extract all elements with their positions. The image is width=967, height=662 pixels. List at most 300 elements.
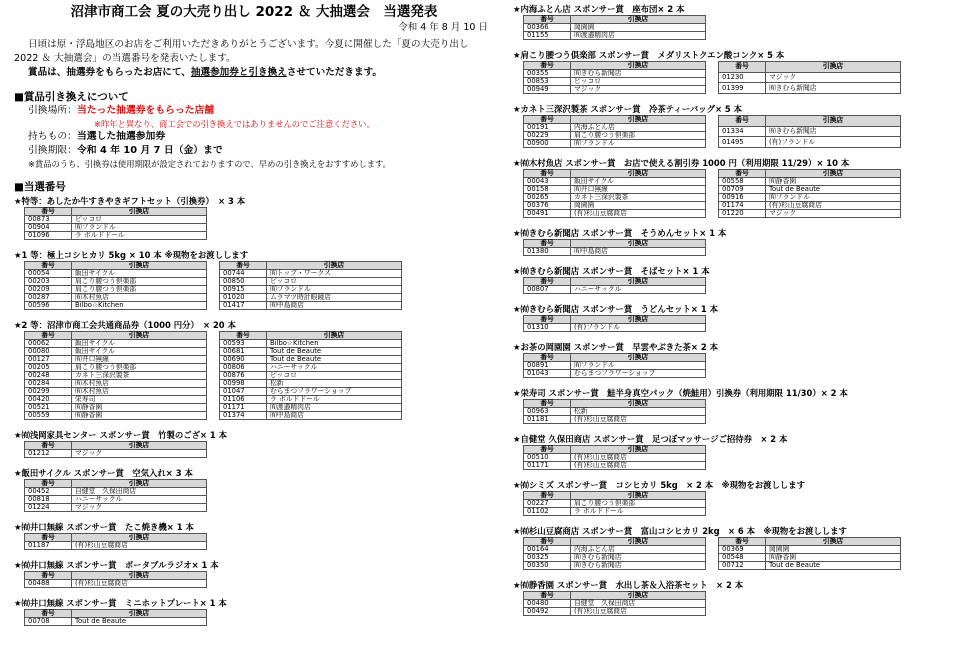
winning-number: 01399	[719, 83, 766, 94]
winning-number: 00876	[220, 372, 267, 380]
table-row	[25, 412, 207, 420]
header-number: 番号	[719, 538, 766, 546]
header-number: 番号	[220, 332, 267, 340]
winner-tables	[513, 15, 958, 40]
winner-tables	[14, 571, 494, 588]
winning-number: 01174	[719, 202, 766, 210]
prize-section	[513, 50, 958, 94]
table-header-row	[524, 16, 706, 24]
winning-number: 00227	[524, 500, 571, 508]
prize-section	[14, 560, 494, 588]
winning-number: 00900	[524, 140, 571, 148]
winning-number: 00366	[524, 24, 571, 32]
exchange-shop: ㈲中島商店	[267, 412, 402, 420]
winning-number: 00681	[220, 348, 267, 356]
table-row	[719, 137, 901, 148]
exchange-shop: ㈲渡邉精肉店	[267, 404, 402, 412]
exchange-shop: マジック	[72, 450, 207, 458]
exchange-shop: 肩こり腰つう倶楽部	[72, 364, 207, 372]
left-column	[14, 0, 494, 626]
header-number: 番号	[25, 208, 72, 216]
header-number: 番号	[524, 400, 571, 408]
table-header-row	[524, 400, 706, 408]
exchange-shop: ㈲中島商店	[571, 248, 706, 256]
winning-number: 00709	[719, 186, 766, 194]
winner-tables	[14, 441, 494, 458]
exchange-shop: ㈲フランドル	[571, 362, 706, 370]
winning-number: 00420	[25, 396, 72, 404]
winning-number: 00891	[524, 362, 571, 370]
place-note: ※昨年と異なり、商工会での引き換えではありませんのでご注意ください。	[94, 119, 375, 129]
header-shop: 引換店	[571, 240, 706, 248]
header-shop: 引換店	[766, 538, 901, 546]
place-label: 引換場所：	[28, 105, 77, 116]
prize-section	[14, 522, 494, 550]
winning-number: 00596	[25, 302, 72, 310]
table-header-row	[524, 170, 706, 178]
exchange-shop: ㈲静香園	[72, 404, 207, 412]
winning-number: 01310	[524, 324, 571, 332]
table-row	[524, 78, 706, 86]
winning-number: 00287	[25, 294, 72, 302]
exchange-shop: カネト三深沢製茶	[72, 372, 207, 380]
winner-tables	[14, 479, 494, 512]
header-shop: 引換店	[72, 332, 207, 340]
exchange-shop: ㈲渡邉精肉店	[571, 32, 706, 40]
exchange-shop: 内海ふとん店	[571, 124, 706, 132]
exchange-period	[28, 144, 494, 158]
winner-table	[24, 609, 207, 626]
header-shop: 引換店	[766, 116, 901, 127]
winning-number: 00350	[524, 562, 571, 570]
exchange-place	[28, 104, 494, 118]
header-number: 番号	[524, 116, 571, 124]
exchange-shop: Bilbo☆Kitchen	[267, 340, 402, 348]
winning-number: 01187	[25, 542, 72, 550]
winner-table	[523, 15, 706, 40]
prize-section	[14, 598, 494, 626]
winning-number: 00548	[719, 554, 766, 562]
exchange-shop: 肩こり腰つう倶楽部	[72, 286, 207, 294]
exchange-shop: (有)杉山豆腐商店	[72, 580, 207, 588]
winner-tables	[513, 169, 958, 218]
prize-title: ★カネト三深沢製茶 スポンサー賞 冷茶ティーバッグ× 5 本	[513, 104, 743, 114]
exchange-shop: ラ ボルドドール	[571, 508, 706, 516]
winning-number: 01171	[524, 462, 571, 470]
header-number: 番号	[25, 480, 72, 488]
exchange-shop: ハニーサックル	[267, 364, 402, 372]
table-row	[25, 496, 207, 504]
table-header-row	[524, 240, 706, 248]
header-number: 番号	[524, 316, 571, 324]
period-value: 令和 4 年 10 月 7 日（金）まで	[76, 145, 223, 156]
exchange-shop: Tout de Beaute	[267, 348, 402, 356]
table-row	[719, 210, 901, 218]
winning-number: 00744	[220, 270, 267, 278]
exchange-shop: カネト三深沢製茶	[571, 194, 706, 202]
prize-title: ★㈲井口無線 スポンサー賞 たこ焼き機× 1 本	[14, 522, 194, 532]
prize-section	[513, 580, 958, 616]
winning-number: 00369	[719, 546, 766, 554]
exchange-shop: マジック	[766, 72, 901, 83]
winner-table	[523, 61, 706, 94]
table-row	[524, 178, 706, 186]
table-row	[524, 86, 706, 94]
winner-table	[523, 491, 706, 516]
exchange-shop: Tout de Beaute	[267, 356, 402, 364]
header-shop: 引換店	[267, 332, 402, 340]
table-header-row	[719, 116, 901, 127]
table-row	[524, 140, 706, 148]
table-row	[719, 202, 901, 210]
header-number: 番号	[524, 240, 571, 248]
exchange-shop: ㈲きむら新聞店	[766, 83, 901, 94]
prize-section	[513, 526, 958, 570]
table-header-row	[719, 62, 901, 73]
intro-prize-c: させていただきます。	[286, 67, 383, 78]
winner-table	[523, 537, 706, 570]
period-label: 引換期限：	[28, 145, 77, 156]
winning-number: 00708	[25, 618, 72, 626]
intro-prize-note	[14, 66, 494, 80]
winner-tables	[513, 277, 958, 294]
exchange-shop: (有)杉山豆腐商店	[72, 542, 207, 550]
exchange-shop: ㈲きむら新聞店	[571, 70, 706, 78]
prize-title: ★㈲井口無線 スポンサー賞 ミニホットプレート× 1 本	[14, 598, 227, 608]
winning-number: 01230	[719, 72, 766, 83]
winning-number: 00080	[25, 348, 72, 356]
winning-number: 00325	[524, 554, 571, 562]
winning-number: 01495	[719, 137, 766, 148]
winning-number: 00299	[25, 388, 72, 396]
exchange-shop: ㈲静香園	[766, 554, 901, 562]
winning-number: 01020	[220, 294, 267, 302]
header-shop: 引換店	[571, 16, 706, 24]
exchange-shop: マジック	[571, 86, 706, 94]
exchange-shop: 肩こり腰つう倶楽部	[571, 132, 706, 140]
winning-number: 00452	[25, 488, 72, 496]
winning-number: 01047	[220, 388, 267, 396]
header-number: 番号	[220, 262, 267, 270]
winning-number: 00491	[524, 210, 571, 218]
table-row	[524, 32, 706, 40]
prize-section	[14, 320, 494, 420]
winner-table	[523, 277, 706, 294]
header-shop: 引換店	[571, 538, 706, 546]
prize-title: ★㈲木村魚店 スポンサー賞 お店で使える割引券 1000 円（利用期限 11/29）× 10 本	[513, 158, 850, 168]
exchange-info	[14, 104, 494, 170]
exchange-shop: Tout de Beaute	[72, 618, 207, 626]
winning-number: 00043	[524, 178, 571, 186]
header-shop: 引換店	[571, 316, 706, 324]
exchange-shop: 飯田サイクル	[72, 348, 207, 356]
winning-number: 00480	[524, 600, 571, 608]
winner-table	[718, 537, 901, 570]
prize-title: ★自健堂 久保田商店 スポンサー賞 足つぼマッサージご招待券 × 2 本	[513, 434, 788, 444]
prize-section	[14, 250, 494, 310]
prize-title: ★肩こり腰つう倶楽部 スポンサー賞 メダリストクエン酸コンク× 5 本	[513, 50, 785, 60]
exchange-shop: ㈲フランドル	[72, 224, 207, 232]
table-header-row	[25, 262, 207, 270]
header-number: 番号	[25, 610, 72, 618]
winning-number: 01106	[220, 396, 267, 404]
winning-number: 01417	[220, 302, 267, 310]
winner-table	[523, 591, 706, 616]
prize-title: ★2 等：沼津市商工会共通商品券（1000 円分） × 20 本	[14, 320, 236, 330]
prize-title: ★㈲浅岡家具センター スポンサー賞 竹製のござ× 1 本	[14, 430, 228, 440]
bring-value: 当選した抽選参加券	[76, 131, 166, 142]
header-number: 番号	[524, 446, 571, 454]
table-row	[25, 372, 207, 380]
winner-table	[24, 331, 207, 420]
winning-number: 00355	[524, 70, 571, 78]
prize-section	[513, 388, 958, 424]
exchange-shop: むらまつフラワーショップ	[571, 370, 706, 378]
prize-title: ★㈲きむら新聞店 スポンサー賞 そうめんセット× 1 本	[513, 228, 727, 238]
header-number: 番号	[25, 534, 72, 542]
exchange-shop: (有)杉山豆腐商店	[766, 202, 901, 210]
prize-section	[513, 228, 958, 256]
winning-number: 00164	[524, 546, 571, 554]
exchange-shop: (有)杉山豆腐商店	[571, 416, 706, 424]
winning-number: 00873	[25, 216, 72, 224]
exchange-shop: 松新	[267, 380, 402, 388]
table-row	[25, 618, 207, 626]
prize-section	[513, 342, 958, 378]
exchange-shop: 自健堂 久保田商店	[72, 488, 207, 496]
winning-number: 00593	[220, 340, 267, 348]
winner-tables	[513, 115, 958, 148]
table-row	[524, 608, 706, 616]
winner-table	[718, 61, 901, 94]
left-prize-list	[14, 196, 494, 626]
exchange-shop: (有)フランドル	[571, 324, 706, 332]
winner-tables	[513, 315, 958, 332]
winner-tables	[513, 491, 958, 516]
table-row	[719, 546, 901, 554]
winning-number: 00205	[25, 364, 72, 372]
exchange-bring	[28, 130, 494, 144]
table-row	[524, 194, 706, 202]
header-number: 番号	[524, 278, 571, 286]
winning-number: 00209	[25, 286, 72, 294]
prize-section	[513, 304, 958, 332]
winning-number: 01374	[220, 412, 267, 420]
winner-table	[24, 261, 207, 310]
table-row	[719, 562, 901, 570]
exchange-shop: 飯田サイクル	[72, 340, 207, 348]
winning-number: 00818	[25, 496, 72, 504]
table-row	[524, 462, 706, 470]
prize-title: ★㈲井口無線 スポンサー賞 ポータブルラジオ× 1 本	[14, 560, 219, 570]
winning-number: 00807	[524, 286, 571, 294]
table-row	[524, 370, 706, 378]
winning-number: 00690	[220, 356, 267, 364]
exchange-shop: ラ ボルドドール	[267, 396, 402, 404]
prize-section	[513, 158, 958, 218]
exchange-shop: 飯田サイクル	[571, 178, 706, 186]
prize-section	[513, 266, 958, 294]
header-number: 番号	[524, 62, 571, 70]
winning-number: 01181	[524, 416, 571, 424]
exchange-shop: Tout de Beaute	[766, 186, 901, 194]
prize-title: ★㈲きむら新聞店 スポンサー賞 うどんセット× 1 本	[513, 304, 718, 314]
winning-number: 01043	[524, 370, 571, 378]
winning-number: 01224	[25, 504, 72, 512]
winner-table	[24, 441, 207, 458]
exchange-shop: ピッコロ	[72, 216, 207, 224]
winner-table	[523, 445, 706, 470]
header-number: 番号	[719, 62, 766, 73]
exchange-shop: 岡園園	[766, 546, 901, 554]
table-row	[25, 450, 207, 458]
winner-tables	[14, 331, 494, 420]
winning-number: 00998	[220, 380, 267, 388]
exchange-shop: ㈲静香園	[72, 412, 207, 420]
table-row	[25, 504, 207, 512]
exchange-shop: (有)フランドル	[766, 137, 901, 148]
winning-number: 00963	[524, 408, 571, 416]
winner-table	[523, 239, 706, 256]
winning-number: 00248	[25, 372, 72, 380]
winning-number: 00191	[524, 124, 571, 132]
winning-number: 00203	[25, 278, 72, 286]
table-header-row	[719, 170, 901, 178]
table-row	[25, 232, 207, 240]
prize-section	[513, 480, 958, 516]
header-number: 番号	[719, 116, 766, 127]
header-number: 番号	[524, 170, 571, 178]
exchange-shop: ピッコロ	[571, 78, 706, 86]
right-column	[513, 0, 958, 616]
winner-tables	[513, 591, 958, 616]
table-row	[524, 248, 706, 256]
table-row	[719, 83, 901, 94]
header-number: 番号	[524, 592, 571, 600]
header-shop: 引換店	[766, 62, 901, 73]
exchange-shop: 栄寿司	[72, 396, 207, 404]
table-row	[524, 70, 706, 78]
winning-number: 00229	[524, 132, 571, 140]
header-number: 番号	[524, 538, 571, 546]
winning-number: 00850	[220, 278, 267, 286]
winning-number: 00062	[25, 340, 72, 348]
table-row	[25, 340, 207, 348]
exchange-shop: ㈲中島商店	[267, 302, 402, 310]
table-row	[25, 286, 207, 294]
winning-number: 00492	[524, 608, 571, 616]
winners-heading: ■当選番号	[14, 181, 66, 193]
winning-number: 00949	[524, 86, 571, 94]
exchange-shop: ラ ボルドドール	[72, 232, 207, 240]
winner-tables	[14, 533, 494, 550]
table-row	[220, 302, 402, 310]
prize-title: ★1 等：極上コシヒカリ 5kg × 10 本 ※現物をお渡しします	[14, 250, 249, 260]
header-shop: 引換店	[267, 262, 402, 270]
winning-number: 00558	[719, 178, 766, 186]
exchange-shop: ㈲木村魚店	[72, 388, 207, 396]
exchange-shop: ㈲静香園	[766, 178, 901, 186]
table-row	[25, 388, 207, 396]
header-shop: 引換店	[571, 400, 706, 408]
table-row	[719, 72, 901, 83]
winning-number: 01102	[524, 508, 571, 516]
header-shop: 引換店	[766, 170, 901, 178]
prize-title: ★特等：あしたか牛すきやきギフトセット（引換券） × 3 本	[14, 196, 246, 206]
winner-tables	[14, 207, 494, 240]
table-row	[220, 364, 402, 372]
exchange-shop: ㈲木村魚店	[72, 294, 207, 302]
header-shop: 引換店	[72, 262, 207, 270]
table-header-row	[719, 538, 901, 546]
exchange-shop: 飯田サイクル	[72, 270, 207, 278]
table-row	[524, 210, 706, 218]
prize-section	[14, 196, 494, 240]
table-row	[25, 396, 207, 404]
header-shop: 引換店	[571, 62, 706, 70]
exchange-shop: マジック	[72, 504, 207, 512]
table-row	[25, 580, 207, 588]
exchange-shop: マジック	[766, 210, 901, 218]
winning-number: 01096	[25, 232, 72, 240]
header-number: 番号	[25, 572, 72, 580]
prize-title: ★㈲きむら新聞店 スポンサー賞 そばセット× 1 本	[513, 266, 710, 276]
prize-section	[14, 468, 494, 512]
winning-number: 01155	[524, 32, 571, 40]
header-shop: 引換店	[571, 116, 706, 124]
table-row	[220, 270, 402, 278]
exchange-shop: (有)杉山豆腐商店	[571, 454, 706, 462]
exchange-shop: ㈲きむら新聞店	[766, 126, 901, 137]
exchange-shop: ㈲フランドル	[766, 194, 901, 202]
header-number: 番号	[524, 492, 571, 500]
winning-number: 00853	[524, 78, 571, 86]
winning-number: 00284	[25, 380, 72, 388]
winner-tables	[513, 61, 958, 94]
table-row	[524, 508, 706, 516]
table-row	[719, 126, 901, 137]
header-shop: 引換店	[571, 278, 706, 286]
winning-number: 00054	[25, 270, 72, 278]
winning-number: 00916	[719, 194, 766, 202]
table-header-row	[25, 208, 207, 216]
intro-paragraph: 日頃は原・浮島地区のお店をご利用いただきありがとうございます。今夏に開催した「夏の大売り出し 2022 ＆ 大抽選会」の当選番号を発表いたします。	[14, 39, 469, 64]
winning-number: 01220	[719, 210, 766, 218]
winner-tables	[513, 537, 958, 570]
winner-tables	[513, 353, 958, 378]
winning-number: 01334	[719, 126, 766, 137]
exchange-shop: ムラマツ時計眼鏡店	[267, 294, 402, 302]
winning-number: 00127	[25, 356, 72, 364]
winner-table	[718, 169, 901, 218]
exchange-shop: Bilbo☆Kitchen	[72, 302, 207, 310]
winner-table	[523, 169, 706, 218]
header-number: 番号	[25, 332, 72, 340]
winning-number: 00158	[524, 186, 571, 194]
right-prize-list	[513, 4, 958, 616]
table-row	[524, 562, 706, 570]
exchange-shop: 岡園園	[571, 24, 706, 32]
table-row	[25, 542, 207, 550]
prize-title: ★㈲シミズ スポンサー賞 コシヒカリ 5kg × 2 本 ※現物をお渡しします	[513, 480, 806, 490]
exchange-heading: ■賞品引き換えについて	[14, 91, 129, 103]
place-value: 当たった抽選券をもらった店舗	[76, 105, 215, 116]
prize-title: ★㈲静香園 スポンサー賞 水出し茶＆入浴茶セット × 2 本	[513, 580, 744, 590]
winner-tables	[513, 239, 958, 256]
exchange-note: ※賞品のうち、引換券は使用期限が設定されておりますので、早めの引き換えをおすすめします。	[28, 159, 391, 169]
exchange-shop: ㈲きむら新聞店	[571, 562, 706, 570]
bring-label: 持ちもの：	[28, 131, 77, 142]
